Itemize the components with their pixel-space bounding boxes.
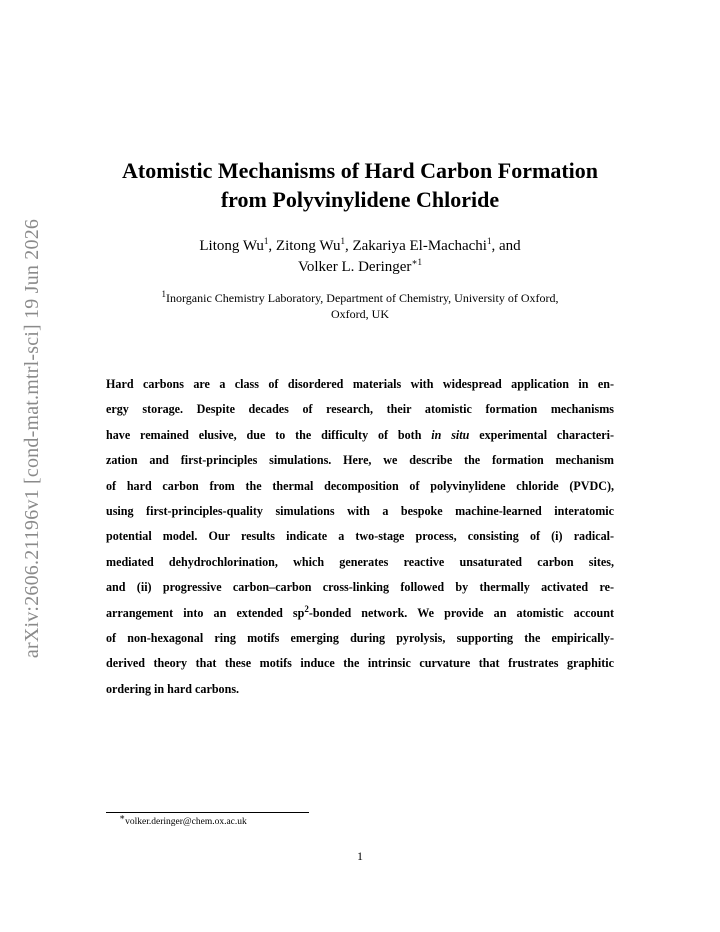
author-list — [60, 236, 660, 278]
author-line-1: Litong Wu$^1$, Zitong Wu$^1$, Zakariya El-Machachi$^1$, and — [199, 236, 521, 254]
abstract-line: using first-principles-quality simulations with a bespoke machine-learned interatomic — [106, 504, 614, 519]
abstract-line: ordering in hard carbons. — [106, 681, 240, 696]
abstract-text: have remained elusive, due to the difficulty of both — [106, 427, 432, 442]
affiliation-marker: 1 — [263, 236, 269, 246]
arxiv-sidebar — [20, 206, 46, 670]
abstract-emphasis: in situ — [431, 427, 470, 442]
affiliation-line-2: Oxford, UK — [331, 307, 389, 321]
footnote-divider — [106, 812, 309, 813]
affiliation-text: Inorganic Chemistry Laboratory, Department of Chemistry, University of Oxford, — [166, 291, 559, 305]
affiliation-marker: 1 — [486, 236, 492, 246]
abstract-text: arrangement into an extended sp — [106, 605, 305, 620]
author-name: Litong Wu — [199, 238, 264, 254]
abstract-text: -bonded network. We provide an atomistic account — [308, 605, 614, 620]
affiliation — [100, 290, 620, 322]
affiliation-line-1 — [100, 290, 620, 306]
corresponding-email: volker.deringer@chem.ox.ac.uk — [125, 817, 247, 827]
abstract — [106, 372, 614, 702]
page-number: 1 — [357, 849, 363, 863]
author-line-2 — [60, 257, 660, 278]
abstract-line: of hard carbon from the thermal decomposition of polyvinylidene chloride (PVDC), — [106, 478, 614, 493]
author-conjunction: and — [498, 238, 521, 254]
abstract-line: derived theory that these motifs induce the intrinsic curvature that frustrates graphitic — [106, 656, 614, 671]
abstract-line: of non-hexagonal ring motifs emerging during pyrolysis, supporting the empirically- — [106, 631, 614, 646]
arxiv-identifier: arXiv:2606.21196v1 [cond-mat.mtrl-sci] 19 Jun 2026 — [21, 218, 44, 658]
abstract-line: mediated dehydrochlorination, which generates reactive unsaturated carbon sites, — [106, 554, 614, 569]
author-name: Zakariya El-Machachi — [352, 238, 487, 254]
abstract-line — [106, 601, 614, 626]
title-line-2: from Polyvinylidene Chloride — [220, 187, 500, 212]
footnote-marker: ∗ — [119, 811, 126, 822]
abstract-line: Hard carbons are a class of disordered materials with widespread application in en- — [106, 377, 614, 391]
abstract-text: experimental characteri- — [469, 427, 614, 442]
abstract-line: potential model. Our results indicate a two-stage process, consisting of (i) radical- — [106, 529, 614, 544]
superscript: 2 — [304, 603, 309, 614]
affiliation-marker: 1 — [161, 289, 167, 299]
abstract-line: zation and first-principles simulations. Here, we describe the formation mechanism — [106, 453, 614, 468]
affiliation-marker: ∗1 — [411, 257, 423, 267]
author-name: Volker L. Deringer — [297, 259, 412, 275]
abstract-line — [106, 423, 614, 448]
abstract-line: and (ii) progressive carbon–carbon cross-linking followed by thermally activated re- — [106, 580, 614, 595]
paper-title — [60, 156, 660, 214]
abstract-line: ergy storage. Despite decades of research, their atomistic formation mechanisms — [106, 402, 614, 417]
footnote — [119, 811, 247, 829]
author-name: Zitong Wu — [275, 238, 341, 254]
title-line-1: Atomistic Mechanisms of Hard Carbon Formation — [121, 158, 598, 183]
affiliation-marker: 1 — [340, 236, 345, 246]
